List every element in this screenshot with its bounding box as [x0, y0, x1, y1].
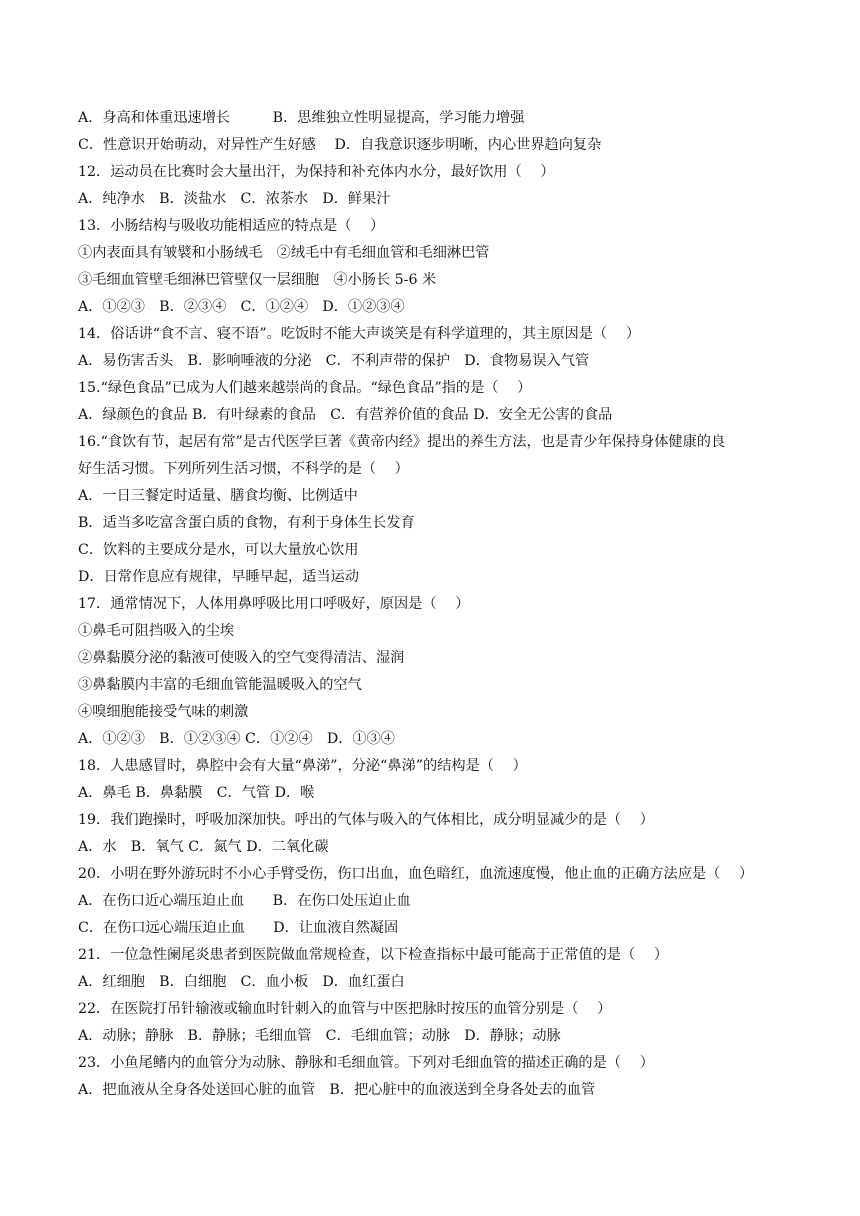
text-line: A．一日三餐定时适量、膳食均衡、比例适中: [78, 488, 358, 504]
text-line: 21．一位急性阑尾炎患者到医院做血常规检查，以下检查指标中最可能高于正常值的是（ ）: [78, 947, 669, 963]
text-line: ①内表面具有皱襞和小肠绒毛 ②绒毛中有毛细血管和毛细淋巴管: [78, 245, 490, 261]
text-line: 16.“食饮有节，起居有常”是古代医学巨著《黄帝内经》提出的养生方法，也是青少年保持身体健康的良: [78, 434, 726, 450]
text-line: A．鼻毛 B．鼻黏膜 C．气管 D．喉: [78, 785, 315, 801]
text-line: A．①②③ B．②③④ C．①②④ D．①②③④: [78, 299, 405, 315]
text-line: C．在伤口远心端压迫止血 D．让血液自然凝固: [78, 920, 399, 936]
text-line: ①鼻毛可阻挡吸入的尘埃: [78, 623, 235, 639]
text-line: C．性意识开始萌动，对异性产生好感 D．自我意识逐步明晰，内心世界趋向复杂: [78, 137, 602, 153]
text-line: 17．通常情况下，人体用鼻呼吸比用口呼吸好，原因是（ ）: [78, 596, 470, 612]
text-line: 20．小明在野外游玩时不小心手臂受伤，伤口出血，血色暗红，血流速度慢，他止血的正确方法应是（ ）: [78, 866, 754, 882]
text-line: A．在伤口近心端压迫止血 B．在伤口处压迫止血: [78, 893, 411, 909]
text-line: A．纯净水 B．淡盐水 C．浓茶水 D．鲜果汁: [78, 191, 391, 207]
text-line: A．绿颜色的食品 B．有叶绿素的食品 C．有营养价值的食品 D．安全无公害的食品: [78, 407, 613, 423]
text-line: 13．小肠结构与吸收功能相适应的特点是（ ）: [78, 218, 385, 234]
text-line: B．适当多吃富含蛋白质的食物，有利于身体生长发育: [78, 515, 415, 531]
text-line: A．动脉；静脉 B．静脉；毛细血管 C．毛细血管；动脉 D．静脉；动脉: [78, 1028, 561, 1044]
text-line: D．日常作息应有规律，早睡早起，适当运动: [78, 569, 359, 585]
text-line: 12．运动员在比赛时会大量出汗，为保持和补充体内水分，最好饮用（ ）: [78, 164, 555, 180]
text-line: ②鼻黏膜分泌的黏液可使吸入的空气变得清洁、湿润: [78, 650, 405, 666]
text-line: 22．在医院打吊针输液或输血时针刺入的血管与中医把脉时按压的血管分别是（ ）: [78, 1001, 612, 1017]
text-line: 15.“绿色食品”已成为人们越来越崇尚的食品。“绿色食品”指的是（ ）: [78, 380, 532, 396]
text-line: 好生活习惯。下列所列生活习惯，不科学的是（ ）: [78, 461, 409, 477]
text-line: A．身高和体重迅速增长 B．思维独立性明显提高，学习能力增强: [78, 110, 525, 126]
text-line: 23．小鱼尾鳍内的血管分为动脉、静脉和毛细血管。下列对毛细血管的描述正确的是（ ）: [78, 1055, 654, 1071]
text-line: C．饮料的主要成分是水，可以大量放心饮用: [78, 542, 359, 558]
text-line: 18．人患感冒时，鼻腔中会有大量“鼻涕”，分泌“鼻涕”的结构是（ ）: [78, 758, 527, 774]
text-line: A．易伤害舌头 B．影响唾液的分泌 C．不利声带的保护 D．食物易误入气管: [78, 353, 590, 369]
text-line: A．①②③ B．①②③④ C．①②④ D．①③④: [78, 731, 395, 747]
text-line: ④嗅细胞能接受气味的刺激: [78, 704, 249, 720]
text-line: A．把血液从全身各处送回心脏的血管 B．把心脏中的血液送到全身各处去的血管: [78, 1082, 596, 1098]
text-line: A．水 B．氧气 C．氮气 D．二氧化碳: [78, 839, 329, 855]
question-text: [78, 105, 788, 1104]
text-line: A．红细胞 B．白细胞 C．血小板 D．血红蛋白: [78, 974, 405, 990]
text-line: 14．俗话讲“食不言、寝不语”。吃饭时不能大声谈笑是有科学道理的，其主原因是（ ）: [78, 326, 641, 342]
text-line: 19．我们跑操时，呼吸加深加快。呼出的气体与吸入的气体相比，成分明显减少的是（ ）: [78, 812, 654, 828]
text-line: ③毛细血管壁毛细淋巴管壁仅一层细胞 ④小肠长 5-6 米: [78, 272, 437, 288]
text-line: ③鼻黏膜内丰富的毛细血管能温暖吸入的空气: [78, 677, 362, 693]
